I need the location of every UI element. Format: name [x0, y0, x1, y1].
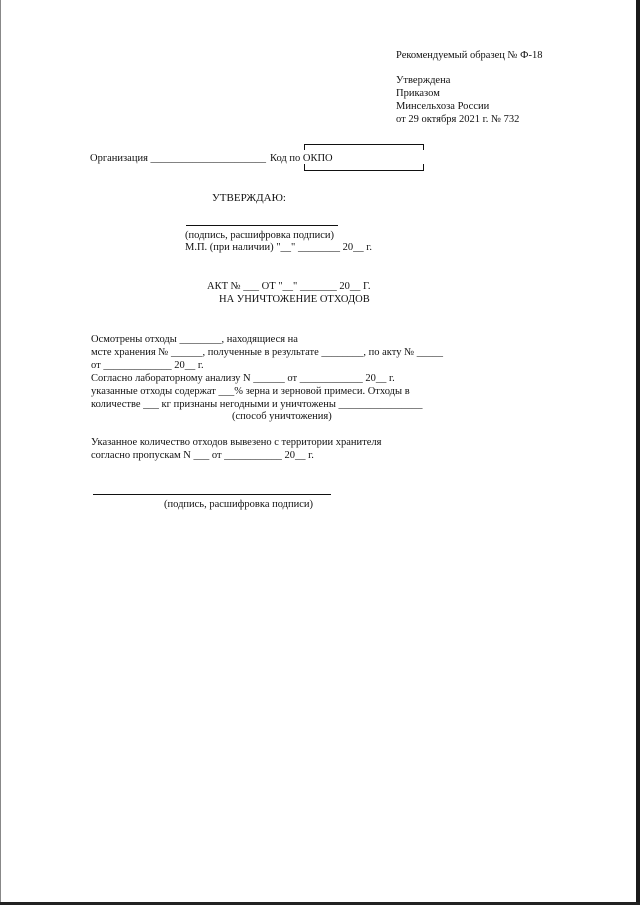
order-label: Приказом: [396, 88, 440, 99]
body-line-2: мсте хранения № ______, полученные в результате ________, по акту № _____: [91, 347, 443, 358]
okpo-box: [304, 144, 424, 171]
act-number-line: АКТ № ___ ОТ "__" _______ 20__ Г.: [207, 281, 371, 292]
scan-edge-right: [636, 0, 640, 905]
body-line-8: Указанное количество отходов вывезено с территории хранителя: [91, 437, 382, 448]
approved-label: Утверждена: [396, 75, 451, 86]
body-line-3: от _____________ 20__ г.: [91, 360, 204, 371]
body-line-4: Согласно лабораторному анализу N ______ от ____________ 20__ г.: [91, 373, 395, 384]
approve-signature-caption: (подпись, расшифровка подписи): [185, 230, 335, 241]
act-title: НА УНИЧТОЖЕНИЕ ОТХОДОВ: [219, 294, 370, 305]
stamp-date-line: М.П. (при наличии) "__" ________ 20__ г.: [185, 242, 372, 253]
destruction-method-caption: (способ уничтожения): [232, 411, 332, 422]
ministry-label: Минсельхоза России: [396, 101, 490, 112]
body-line-6: количестве ___ кг признаны негодными и уничтожены ________________: [91, 399, 423, 410]
scan-edge-left: [0, 0, 1, 905]
approve-title: УТВЕРЖДАЮ:: [212, 192, 286, 204]
body-line-1: Осмотрены отходы ________, находящиеся на: [91, 334, 298, 345]
sample-number: Рекомендуемый образец № Ф-18: [396, 50, 543, 61]
footer-signature-line: [93, 494, 331, 495]
footer-signature-caption: (подпись, расшифровка подписи): [164, 499, 314, 510]
okpo-label: Код по ОКПО: [270, 153, 333, 164]
organization-field: Организация ______________________: [90, 153, 267, 164]
order-date: от 29 октября 2021 г. № 732: [396, 114, 520, 125]
body-line-9: согласно пропускам N ___ от ___________ 20__ г.: [91, 450, 314, 461]
approve-signature-line: [186, 225, 338, 226]
body-line-5: указанные отходы содержат ___% зерна и зерновой примеси. Отходы в: [91, 386, 410, 397]
